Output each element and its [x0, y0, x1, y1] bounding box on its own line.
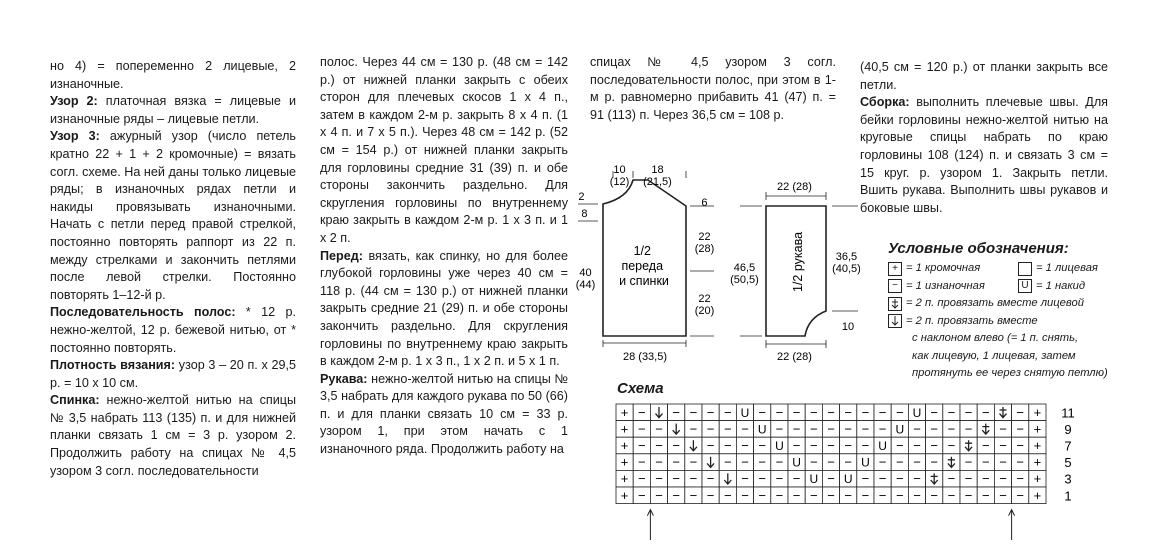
purl-stitch-symbol: − [982, 454, 990, 470]
ssk-icon [888, 314, 902, 328]
row-number: 7 [1064, 438, 1072, 454]
purl-stitch-symbol: − [861, 438, 870, 453]
purl-stitch-symbol: − [775, 421, 784, 437]
purl-stitch-symbol: − [844, 487, 852, 503]
purl-stitch-symbol: − [878, 404, 887, 420]
purl-stitch-symbol: − [878, 421, 887, 437]
sleeve-title: 1/2 рукава [791, 231, 805, 293]
label: Последовательность полос: [50, 305, 236, 320]
dim-top-left-alt: (12) [609, 176, 630, 188]
purl-stitch-symbol: − [672, 404, 680, 420]
purl-stitch-symbol: − [655, 438, 663, 453]
edge-stitch-symbol: + [620, 421, 629, 437]
purl-stitch-symbol: − [982, 404, 990, 420]
legend-text: = 1 накид [1036, 279, 1086, 292]
purl-stitch-symbol: − [758, 487, 766, 503]
dim-bottom: 28 (33,5) [622, 351, 668, 363]
legend-text: = 1 изнаночная [906, 279, 985, 292]
purl-stitch-symbol: − [1016, 487, 1024, 503]
purl-stitch-symbol: − [792, 487, 801, 503]
edge-stitch-symbol: + [620, 404, 629, 420]
purl-stitch-symbol: − [913, 454, 921, 470]
purl-stitch-symbol: − [896, 438, 904, 453]
purl-stitch-symbol: − [999, 487, 1007, 503]
knit-stitch-symbol [1018, 262, 1032, 276]
paragraph: спицах № 4,5 узором 3 согл. последовательности полос, при этом в 1-м р. равномерно прибавить 41 (47) п. = 91 (113) п. Через 36,5 см = 108 р. [590, 55, 836, 122]
purl-stitch-symbol: − [844, 454, 852, 470]
dim-right-22b: 22 [698, 293, 711, 305]
purl-stitch-symbol: − [964, 471, 973, 487]
yarn-over-symbol: U [775, 439, 784, 453]
edge-stitch-symbol: + [1033, 421, 1042, 437]
purl-stitch-symbol: − [999, 438, 1007, 453]
purl-stitch-symbol: − [827, 454, 835, 470]
paragraph [50, 392, 296, 480]
text: платочная вязка = лицевые и изнаночные ряды – лицевые петли. [50, 94, 296, 126]
dim-top-right: 18 [651, 164, 664, 176]
yarn-over-symbol: U [809, 472, 819, 487]
purl-stitch-symbol: − [913, 471, 921, 487]
paragraph [860, 94, 1108, 217]
purl-stitch-symbol: − [724, 438, 732, 453]
purl-stitch-symbol: − [913, 421, 921, 437]
purl-stitch-symbol: − [689, 471, 698, 487]
text-column-2 [320, 54, 568, 459]
label: Сборка: [860, 95, 910, 110]
legend-row [888, 313, 1118, 331]
sleeve-dim-right-alt: (40,5) [832, 263, 861, 275]
purl-stitch-symbol: − [888, 279, 902, 293]
purl-stitch-symbol: − [775, 454, 784, 470]
purl-stitch-symbol: − [689, 487, 698, 503]
purl-stitch-symbol: − [964, 404, 973, 420]
purl-stitch-symbol: − [741, 471, 749, 487]
purl-stitch-symbol: − [1016, 438, 1024, 453]
purl-stitch-symbol: − [758, 404, 766, 420]
purl-stitch-symbol: − [982, 487, 990, 503]
paragraph [50, 357, 296, 392]
purl-stitch-symbol: − [758, 471, 766, 487]
purl-stitch-symbol: − [689, 454, 698, 470]
purl-stitch-symbol: − [878, 471, 887, 487]
paragraph: полос. Через 44 см = 130 р. (48 см = 142 р.) от нижней планки закрыть с обеих сторон для плечевых скосов 1 х 4 п., затем в каждом 2-м р. закрыть 8 х 4 п. (1 х 4 п. и 7 х 5 п.). Через 48 см = 142 р. (52 см = 154 р.) от нижней планки закрыть для горловины средние 31 (39) п. и обе стороны закончить раздельно. Для скругления горловины по внутреннему краю закрыть в каждом 2-м р. 1 х 3 п. и 1 х 2 п. [320, 55, 568, 245]
purl-stitch-symbol: − [672, 454, 680, 470]
purl-stitch-symbol: − [930, 404, 938, 420]
paragraph: но 4) = попеременно 2 лицевые, 2 изнаночные. [50, 59, 296, 91]
legend-row [888, 260, 1118, 278]
text: вязать, как спинку, но для более глубокой горловины уже через 40 см = 118 р. (44 см = 130 р.) от нижней планки закрыть средние 21 (29) п. и обе стороны закончить раздельно. Для скругления горловины по внутреннему краю закрыть в каждом 2-м р. 1 х 3 п., 1 х 2 п. и 5 х 1 п. [320, 248, 568, 369]
purl-stitch-symbol: − [947, 471, 956, 487]
edge-stitch-symbol: + [620, 471, 629, 487]
purl-stitch-symbol: − [724, 454, 732, 470]
text: выполнить плечевые швы. Для бейки горловины нежно-желтой нитью на круговые спицы набрать по краю горловины 108 (124) п. и связать 3 см = 15 круг. р. узором 1. Закрыть петли. Вшить рукава. Выполнить швы рукавов и боковые швы. [860, 95, 1108, 215]
purl-stitch-symbol: − [706, 487, 715, 503]
purl-stitch-symbol: − [672, 438, 680, 453]
row-number: 11 [1061, 405, 1075, 421]
yarn-over-symbol: U [861, 455, 870, 470]
purl-stitch-symbol: − [741, 487, 749, 503]
purl-stitch-symbol: − [741, 421, 749, 437]
pattern-sleeve [730, 175, 865, 370]
purl-stitch-symbol: − [655, 421, 663, 437]
purl-stitch-symbol: − [792, 404, 801, 420]
purl-stitch-symbol: − [861, 404, 870, 420]
label: Плотность вязания: [50, 358, 176, 373]
edge-stitch-symbol: + [1033, 487, 1042, 503]
front-back-title: 1/2 переда и спинки [619, 244, 669, 288]
sleeve-dim-bottom: 22 (28) [777, 351, 812, 363]
purl-stitch-symbol: − [827, 487, 835, 503]
sleeve-dim-left-alt: (50,5) [730, 274, 759, 286]
edge-stitch-symbol: + [620, 487, 629, 503]
dim-left-8: 8 [581, 208, 588, 220]
purl-stitch-symbol: − [999, 471, 1007, 487]
purl-stitch-symbol: − [689, 421, 698, 437]
purl-stitch-symbol: − [1016, 454, 1024, 470]
k2tog-icon [888, 297, 902, 311]
repeat-arrow-icon [1009, 510, 1015, 540]
text-column-3 [590, 54, 836, 124]
purl-stitch-symbol: − [913, 487, 921, 503]
purl-stitch-symbol: − [827, 421, 835, 437]
purl-stitch-symbol: − [638, 487, 646, 503]
purl-stitch-symbol: − [638, 438, 646, 453]
purl-stitch-symbol: − [792, 421, 801, 437]
text: нежно-желтой нитью на спицы № 3,5 набрать 113 (135) п. и для нижней планки связать 1 см = 3 р. узором 2. Продолжить работу на спицах № 4,5 узором 3 согл. последовательности [50, 393, 296, 478]
edge-stitch-symbol: + [1033, 454, 1042, 470]
legend-text: = 1 лицевая [1036, 262, 1098, 274]
text: * 12 р. нежно-желтой, 12 р. бежевой нитью, от * постоянно повторять. [50, 305, 296, 355]
sleeve-dim-right-10: 10 [841, 321, 855, 333]
dim-right-22-alt: (28) [694, 243, 715, 255]
purl-stitch-symbol: − [844, 404, 852, 420]
sleeve-dim-top: 22 (28) [777, 181, 812, 193]
purl-stitch-symbol: − [964, 454, 973, 470]
purl-stitch-symbol: − [878, 487, 887, 503]
legend-text: = 1 кромочная [906, 262, 981, 274]
legend-row [888, 295, 1118, 313]
purl-stitch-symbol: − [810, 487, 818, 503]
text: ажурный узор (число петель кратно 22 + 1 + 2 кромочные) = вязать согл. схеме. На ней даны только лицевые ряды; в изнаночных рядах петли и накиды провязывать изнаночными. Начать с петли перед правой стрелкой, постоянно повторять раппорт из 22 п. между стрелками и закончить петлями после левой стрелки. Постоянно повторять 1–12-й р. [50, 129, 296, 302]
purl-stitch-symbol: − [1016, 471, 1024, 487]
purl-stitch-symbol: − [896, 471, 904, 487]
purl-stitch-symbol: − [706, 438, 715, 453]
purl-stitch-symbol: − [947, 404, 956, 420]
purl-stitch-symbol: − [827, 471, 835, 487]
purl-stitch-symbol: − [947, 438, 956, 453]
dim-top-left: 10 [613, 164, 626, 176]
legend-row: протянуть ее через снятую петлю) [912, 367, 1108, 379]
purl-stitch-symbol: − [810, 421, 818, 437]
purl-stitch-symbol: − [999, 454, 1007, 470]
row-number: 9 [1064, 421, 1072, 437]
paragraph [320, 248, 568, 371]
paragraph [50, 93, 296, 128]
front-back-outline [603, 180, 686, 336]
purl-stitch-symbol: − [844, 421, 852, 437]
purl-stitch-symbol: − [638, 454, 646, 470]
purl-stitch-symbol: − [1016, 404, 1024, 420]
legend-text: = 2 п. провязать вместе [906, 314, 1038, 327]
purl-stitch-symbol: − [741, 454, 749, 470]
purl-stitch-symbol: − [827, 438, 835, 453]
edge-stitch-symbol: + [620, 454, 629, 470]
purl-stitch-symbol: − [947, 421, 956, 437]
yarn-over-symbol: U [843, 472, 853, 487]
purl-stitch-symbol: − [982, 471, 990, 487]
purl-stitch-symbol: − [655, 487, 663, 503]
purl-stitch-symbol: − [878, 454, 887, 470]
dim-right-22b-alt: (20) [694, 305, 715, 317]
purl-stitch-symbol: − [775, 471, 784, 487]
edge-stitch-symbol: + [888, 262, 902, 276]
yarn-over-symbol: U [912, 405, 922, 420]
edge-stitch-symbol: + [1033, 471, 1042, 487]
edge-stitch-symbol: + [620, 438, 629, 453]
sleeve-dim-left: 46,5 [733, 262, 756, 274]
label: Рукава: [320, 371, 368, 386]
purl-stitch-symbol: − [655, 454, 663, 470]
purl-stitch-symbol: − [638, 421, 646, 437]
paragraph: (40,5 см = 120 р.) от планки закрыть все петли. [860, 60, 1108, 92]
edge-stitch-symbol: + [1033, 404, 1042, 420]
paragraph [320, 371, 568, 459]
legend [888, 240, 1118, 383]
purl-stitch-symbol: − [930, 421, 938, 437]
purl-stitch-symbol: − [861, 487, 870, 503]
label: Спинка: [50, 393, 100, 408]
purl-stitch-symbol: − [810, 404, 818, 420]
purl-stitch-symbol: − [775, 487, 784, 503]
purl-stitch-symbol: − [896, 404, 904, 420]
purl-stitch-symbol: − [741, 438, 749, 453]
text-column-4 [860, 59, 1108, 217]
paragraph [50, 304, 296, 357]
purl-stitch-symbol: − [689, 404, 698, 420]
legend-text: = 2 п. провязать вместе лицевой [906, 297, 1084, 309]
schema-title: Схема [617, 380, 664, 397]
yarn-over-symbol: U [740, 405, 750, 420]
purl-stitch-symbol: − [706, 471, 715, 487]
repeat-arrow-icon [647, 510, 653, 540]
purl-stitch-symbol: − [810, 438, 818, 453]
purl-stitch-symbol: − [982, 438, 990, 453]
purl-stitch-symbol: − [672, 471, 680, 487]
purl-stitch-symbol: − [1016, 421, 1024, 437]
purl-stitch-symbol: − [844, 438, 852, 453]
legend-row [888, 278, 1118, 296]
purl-stitch-symbol: − [724, 487, 732, 503]
paragraph [50, 128, 296, 304]
purl-stitch-symbol: − [930, 438, 938, 453]
purl-stitch-symbol: − [706, 421, 715, 437]
purl-stitch-symbol: − [724, 404, 732, 420]
purl-stitch-symbol: − [792, 471, 801, 487]
purl-stitch-symbol: − [896, 454, 904, 470]
dim-right-22: 22 [698, 231, 711, 243]
pattern-front-back [575, 160, 725, 370]
legend-row: с наклоном влево (= 1 п. снять, [912, 332, 1079, 344]
dim-left-40-alt: (44) [575, 279, 596, 291]
purl-stitch-symbol: − [964, 421, 973, 437]
knitting-chart [612, 400, 1082, 540]
purl-stitch-symbol: − [672, 487, 680, 503]
purl-stitch-symbol: − [896, 487, 904, 503]
dim-right-6: 6 [701, 197, 708, 209]
label: Узор 2: [50, 94, 98, 109]
row-number: 5 [1064, 455, 1072, 471]
dim-top-right-alt: (21,5) [643, 176, 672, 188]
purl-stitch-symbol: − [913, 438, 921, 453]
purl-stitch-symbol: − [792, 438, 801, 453]
text: узор 3 – 20 п. х 29,5 р. = 10 х 10 см. [50, 358, 296, 390]
row-number: 1 [1064, 488, 1072, 504]
purl-stitch-symbol: − [964, 487, 973, 503]
yarn-over-symbol: U [895, 422, 905, 437]
label: Узор 3: [50, 129, 100, 144]
purl-stitch-symbol: − [930, 487, 938, 503]
purl-stitch-symbol: − [861, 421, 870, 437]
yarn-over-symbol: U [878, 439, 887, 453]
purl-stitch-symbol: − [827, 404, 835, 420]
purl-stitch-symbol: − [930, 454, 938, 470]
text-column-1 [50, 58, 296, 480]
purl-stitch-symbol: − [861, 471, 870, 487]
yarn-over-symbol: U [757, 422, 767, 437]
yarn-over-symbol: U [792, 455, 801, 470]
dim-left-40: 40 [579, 267, 592, 279]
purl-stitch-symbol: − [638, 404, 646, 420]
purl-stitch-symbol: − [655, 471, 663, 487]
purl-stitch-symbol: − [775, 404, 784, 420]
purl-stitch-symbol: − [724, 421, 732, 437]
purl-stitch-symbol: − [947, 487, 956, 503]
dim-left-2: 2 [578, 191, 585, 203]
legend-title: Условные обозначения: [888, 240, 1069, 257]
text: нежно-желтой нитью на спицы № 3,5 набрать для каждого рукава по 50 (66) п. и для планки связать 10 см = 33 р. узором 1, при этом начать с 1 изнаночного ряда. Продолжить работу на [320, 371, 568, 457]
edge-stitch-symbol: + [1033, 438, 1042, 453]
purl-stitch-symbol: − [706, 404, 715, 420]
label: Перед: [320, 248, 363, 263]
purl-stitch-symbol: − [758, 438, 766, 453]
purl-stitch-symbol: − [638, 471, 646, 487]
yarn-over-symbol: U [1018, 279, 1032, 293]
legend-row: как лицевую, 1 лицевая, затем [912, 349, 1076, 362]
row-number: 3 [1064, 471, 1072, 487]
purl-stitch-symbol: − [758, 454, 766, 470]
purl-stitch-symbol: − [810, 454, 818, 470]
purl-stitch-symbol: − [999, 421, 1007, 437]
sleeve-dim-right: 36,5 [835, 251, 858, 263]
